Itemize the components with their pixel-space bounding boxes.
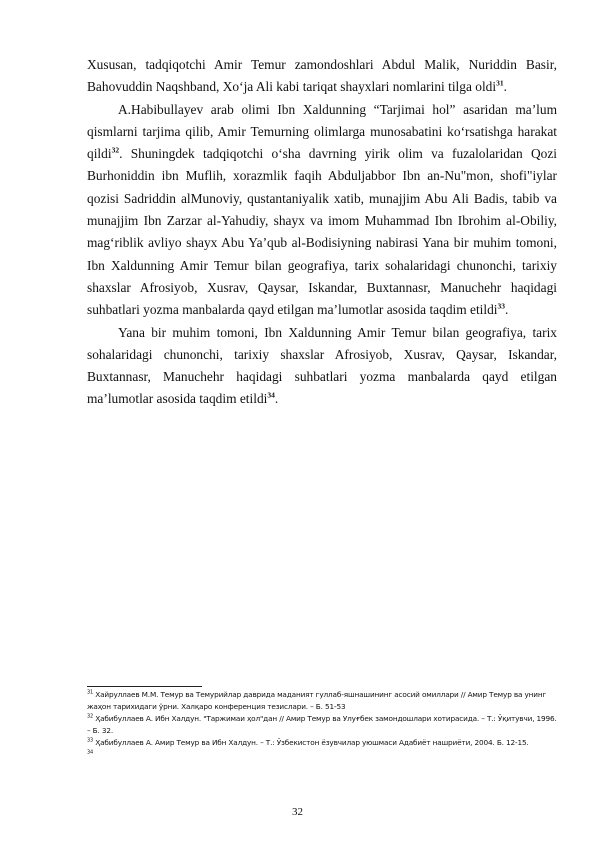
footnote-ref-34[interactable]: 34 [267, 390, 275, 400]
footnote-divider [87, 686, 202, 687]
footnote-ref-32[interactable]: 32 [111, 145, 120, 155]
body-text [87, 54, 557, 411]
paragraph-3: Yana bir muhim tomoni, Ibn Xaldunning Amir Temur bilan geografiya, tarix sohalaridagi chunonchi, tarixiy shaxslar Afrosiyob, Xusrav, Qaysar, Iskandar, Buxtannasr, Manuchehr haqidagi suhbatlari yozma manbalarda qayd etilgan ma’lumotlar asosida taqdim etildi$^{34}$. [87, 324, 557, 407]
footnote-34: 34 [87, 749, 94, 756]
paragraph-3-text: Yana bir muhim tomoni, Ibn Xaldunning Amir Temur bilan geografiya, tarix sohalaridagi chunonchi, tarixiy shaxslar Afrosiyob, Xusrav, Qaysar, Iskandar, Buxtannasr, Manuchehr haqidagi suhbatlari yozma manbalarda qayd etilgan ma’lumotlar asosida taqdim etildi [87, 324, 557, 407]
paragraph-2-text-a: A.Habibullayev arab olimi Ibn Xaldunning “Tarjimai hol” asaridan ma’lum qismlarni tarjima qilib, Amir Temurning olimlarga munosabatini ko‘rsatishga harakat qildi [87, 101, 557, 162]
paragraph-1: Xususan, tadqiqotchi Amir Temur zamondoshlari Abdul Malik, Nuriddin Basir, Bahovuddin Naqshband, Xo‘ja Ali kabi tariqat shayxlari nomlarini tilga oldi$^{31}$. [87, 57, 557, 95]
footnotes [87, 686, 557, 761]
footnote-ref-31[interactable]: 31 [496, 78, 504, 88]
paragraph-2-text-b: . Shuningdek tadqiqotchi o‘sha davrning yirik olim va fuzalolaridan Qozi Burhoniddin ibn Muflih, xorazmlik faqih Abduljabbor Ibn an-Nu"mon, shofi"iylar qozisi Sadriddin alMunoviy, qustantaniyalik xatib, munajjim Abu Ali Badis, tabib va munajjim Ibn Zarzar al-Yahudiy, shayx va imom Muhammad Ibn Ibrohim al-Obiliy, mag‘riblik avliyo shayx Abu Ya’qub al-Bodisiyning nabirasi Yana bir muhim tomoni, Ibn Xaldunning Amir Temur bilan geografiya, tarix sohalaridagi chunonchi, tarixiy shaxslar Afrosiyob, Xusrav, Qaysar, Iskandar, Buxtannasr, Manuchehr haqidagi suhbatlari yozma manbalarda qayd etilgan ma’lumotlar asosida taqdim etildi [87, 146, 557, 318]
paragraph-2: A.Habibullayev arab olimi Ibn Xaldunning “Tarjimai hol” asaridan ma’lum qismlarni tarjima qilib, Amir Temurning olimlarga munosabatini ko‘rsatishga harakat qildi$^{32}$. Shuningdek tadqiqotchi o‘sha davrning yirik olim va fuzalolaridan Qozi Burhoniddin ibn Muflih, xorazmlik faqih Abduljabbor Ibn an-Nu"mon, shofi"iylar qozisi Sadriddin alMunoviy, qustantaniyalik xatib, munajjim Abu Ali Badis, tabib va munajjim Ibn Zarzar al-Yahudiy, shayx va imom Muhammad Ibn Ibrohim al-Obiliy, mag‘riblik avliyo shayx Abu Ya’qub al-Bodisiyning nabirasi Yana bir muhim tomoni, Ibn Xaldunning Amir Temur bilan geografiya, tarix sohalaridagi chunonchi, tarixiy shaxslar Afrosiyob, Xusrav, Qaysar, Iskandar, Buxtannasr, Manuchehr haqidagi suhbatlari yozma manbalarda qayd etilgan ma’lumotlar asosida taqdim etildi$^{33}$. [87, 101, 557, 318]
footnote-31: $^{31}$ Хайруллаев М.М. Темур ва Темурийлар даврида маданият гуллаб-яшнашининг асосий омиллари // Амир Темур ва унинг жаҳон тарихидаги ўрни. Халқаро конференция тезислари. – Б. 51-53 [87, 689, 547, 711]
footnote-33: $^{33}$ Ҳабибуллаев А. Амир Темур ва Ибн Халдун. – Т.: Ўзбекистон ёзувчилар уюшмаси Адабиёт нашриёти, 2004. Б. 12-15. [87, 737, 529, 747]
footnote-ref-33[interactable]: 33 [497, 301, 506, 311]
paragraph-1-text: Xususan, tadqiqotchi Amir Temur zamondoshlari Abdul Malik, Nuriddin Basir, Bahovuddin Naqshband, Xo‘ja Ali kabi tariqat shayxlari nomlarini tilga oldi [87, 57, 557, 95]
footnote-32: $^{32}$ Ҳабибуллаев А. Ибн Халдун. "Таржимаи ҳол"дан // Амир Темур ва Улуғбек замондошлари хотирасида. – Т.: Ўқитувчи, 1996. – Б. 32. [87, 713, 557, 735]
page-number: 32 [292, 806, 303, 818]
